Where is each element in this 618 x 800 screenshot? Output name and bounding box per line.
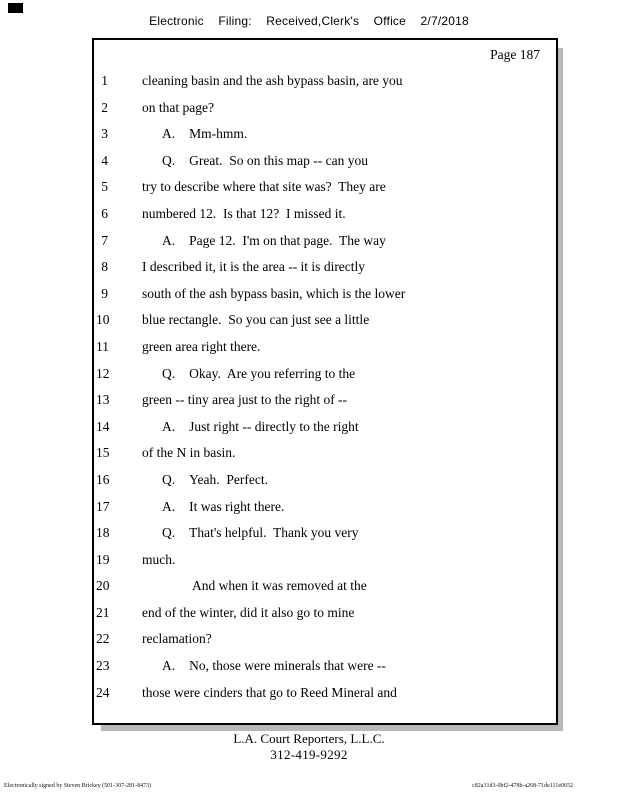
line-number: 9 xyxy=(101,285,108,301)
line-text-body: Mm-hmm. xyxy=(189,126,248,142)
line-text-body: green -- tiny area just to the right of -- xyxy=(142,392,348,408)
transcript-line xyxy=(94,499,556,526)
transcript-line xyxy=(94,153,556,180)
transcript-lines xyxy=(94,73,556,711)
line-text-body: And when it was removed at the xyxy=(192,578,367,594)
line-text xyxy=(142,605,354,621)
transcript-line xyxy=(94,233,556,260)
line-text-body: try to describe where that site was? They are xyxy=(142,179,386,195)
line-text xyxy=(142,525,359,541)
transcript-line xyxy=(94,472,556,499)
speaker-prefix: Q. xyxy=(162,525,176,541)
transcript-line xyxy=(94,605,556,632)
line-text xyxy=(142,206,346,222)
line-text xyxy=(142,366,355,382)
transcript-line xyxy=(94,100,556,127)
line-text xyxy=(142,685,397,701)
line-text-body: Yeah. Perfect. xyxy=(189,471,268,487)
transcript-line xyxy=(94,179,556,206)
line-text-body: I described it, it is the area -- it is directly xyxy=(142,259,366,275)
line-text xyxy=(142,339,260,355)
line-text-body: Just right -- directly to the right xyxy=(189,418,359,434)
line-text-body: of the N in basin. xyxy=(142,445,236,461)
line-text-body: south of the ash bypass basin, which is the lower xyxy=(142,285,406,301)
transcript-line xyxy=(94,259,556,286)
line-number: 21 xyxy=(96,604,110,620)
transcript-line xyxy=(94,445,556,472)
line-number: 19 xyxy=(96,551,110,567)
line-number: 17 xyxy=(96,498,110,514)
line-text xyxy=(142,73,403,89)
line-text xyxy=(142,472,268,488)
scan-corner-mark xyxy=(8,3,23,13)
speaker-prefix: A. xyxy=(162,126,176,142)
line-text-body: Page 12. I'm on that page. The way xyxy=(189,232,386,248)
line-number: 13 xyxy=(96,392,110,408)
efiling-stamp: Electronic Filing: Received,Clerk's Office 2/7/2018 xyxy=(149,14,469,28)
line-text xyxy=(142,233,386,249)
transcript-line xyxy=(94,552,556,579)
line-number: 23 xyxy=(96,658,110,674)
transcript-line xyxy=(94,312,556,339)
transcript-page-box xyxy=(92,38,558,725)
line-number: 10 xyxy=(96,312,110,328)
line-text xyxy=(142,126,247,142)
speaker-prefix: Q. xyxy=(162,471,176,487)
line-text xyxy=(142,259,365,275)
reporter-phone: 312-419-9292 xyxy=(270,746,348,762)
page-number-label: Page 187 xyxy=(490,47,540,62)
line-text-body: It was right there. xyxy=(189,498,285,514)
transcript-line xyxy=(94,286,556,313)
line-text-body: end of the winter, did it also go to mine xyxy=(142,604,355,620)
line-text-body: reclamation? xyxy=(142,631,212,647)
speaker-prefix: A. xyxy=(162,498,176,514)
transcript-line xyxy=(94,685,556,712)
line-number: 24 xyxy=(96,684,110,700)
line-text xyxy=(142,419,359,435)
line-number: 20 xyxy=(96,578,110,594)
line-number: 18 xyxy=(96,525,110,541)
line-number: 11 xyxy=(96,338,109,354)
line-text xyxy=(142,631,212,647)
line-text-body: blue rectangle. So you can just see a little xyxy=(142,312,370,328)
transcript-line xyxy=(94,366,556,393)
reporter-company: L.A. Court Reporters, L.L.C. xyxy=(233,731,385,746)
document-id: c82a31d3-0bf2-478b-a268-71de111e0652 xyxy=(472,783,573,789)
speaker-prefix: A. xyxy=(162,418,176,434)
reporter-footer xyxy=(0,731,618,762)
line-text xyxy=(142,499,284,515)
line-number: 7 xyxy=(101,232,108,248)
transcript-line xyxy=(94,206,556,233)
line-text xyxy=(142,312,369,328)
line-number: 22 xyxy=(96,631,110,647)
line-text-body: those were cinders that go to Reed Mineral and xyxy=(142,684,397,700)
line-text xyxy=(142,392,347,408)
speaker-prefix: A. xyxy=(162,232,176,248)
line-text-body: numbered 12. Is that 12? I missed it. xyxy=(142,205,346,221)
speaker-prefix: A. xyxy=(162,658,176,674)
line-text-body: Okay. Are you referring to the xyxy=(189,365,356,381)
line-text xyxy=(142,100,214,116)
transcript-line xyxy=(94,126,556,153)
line-number: 3 xyxy=(101,126,108,142)
line-text xyxy=(142,179,386,195)
speaker-prefix: Q. xyxy=(162,365,176,381)
transcript-line xyxy=(94,658,556,685)
line-number: 2 xyxy=(101,99,108,115)
line-number: 16 xyxy=(96,471,110,487)
line-text xyxy=(142,286,405,302)
electronic-signature-note: Electronically signed by Steven Brickey (501-307-281-8473) xyxy=(4,783,152,789)
line-number: 14 xyxy=(96,418,110,434)
line-text-body: cleaning basin and the ash bypass basin, are you xyxy=(142,73,403,88)
line-text xyxy=(142,153,368,169)
line-text-body: on that page? xyxy=(142,99,214,115)
line-number: 5 xyxy=(101,179,108,195)
line-number: 1 xyxy=(101,73,108,88)
transcript-line xyxy=(94,339,556,366)
line-text-body: That's helpful. Thank you very xyxy=(189,525,359,541)
transcript-line xyxy=(94,73,556,100)
line-number: 6 xyxy=(101,205,108,221)
transcript-line xyxy=(94,419,556,446)
line-text xyxy=(142,578,367,594)
line-number: 15 xyxy=(96,445,110,461)
transcript-line xyxy=(94,392,556,419)
line-number: 12 xyxy=(96,365,110,381)
line-text-body: Great. So on this map -- can you xyxy=(189,152,368,168)
speaker-prefix: Q. xyxy=(162,152,176,168)
transcript-line xyxy=(94,525,556,552)
transcript-line xyxy=(94,631,556,658)
line-text-body: green area right there. xyxy=(142,338,261,354)
line-number: 4 xyxy=(101,152,108,168)
line-text-body: No, those were minerals that were -- xyxy=(189,658,386,674)
transcript-line xyxy=(94,578,556,605)
line-text-body: much. xyxy=(142,551,176,567)
line-number: 8 xyxy=(101,259,108,275)
line-text xyxy=(142,658,386,674)
line-text xyxy=(142,445,235,461)
line-text xyxy=(142,552,175,568)
